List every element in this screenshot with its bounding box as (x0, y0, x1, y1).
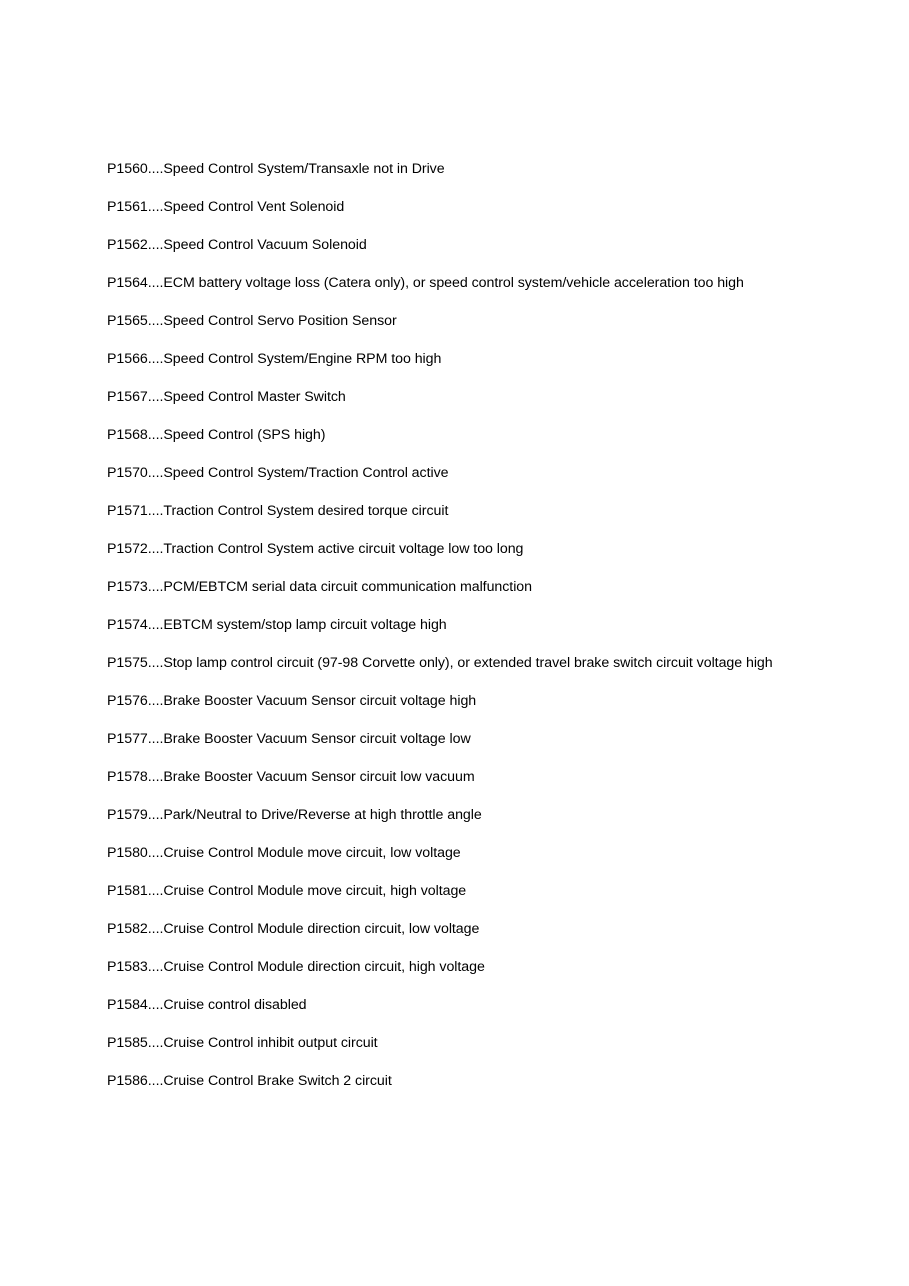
code-description: Speed Control Master Switch (163, 389, 346, 405)
code-label: P1562 (107, 237, 148, 253)
code-label: P1560 (107, 161, 148, 177)
code-separator: .... (147, 655, 164, 671)
list-item (107, 996, 797, 1014)
document-page (107, 160, 797, 1110)
code-separator: .... (147, 617, 164, 633)
code-description: Brake Booster Vacuum Sensor circuit voltage high (163, 693, 477, 709)
list-item (107, 578, 797, 596)
code-separator: .... (147, 275, 164, 291)
code-description: Cruise Control Module direction circuit, low voltage (163, 921, 480, 937)
code-label: P1565 (107, 313, 148, 329)
list-item (107, 236, 797, 254)
code-label: P1571 (107, 503, 148, 519)
code-separator: .... (147, 579, 164, 595)
code-description: EBTCM system/stop lamp circuit voltage high (163, 617, 447, 633)
code-description: Cruise Control Brake Switch 2 circuit (163, 1073, 392, 1089)
code-label: P1577 (107, 731, 148, 747)
code-description: Speed Control System/Engine RPM too high (163, 351, 442, 367)
code-separator: .... (147, 1073, 164, 1089)
list-item (107, 388, 797, 406)
code-separator: .... (147, 199, 164, 215)
code-separator: .... (147, 237, 164, 253)
list-item (107, 540, 797, 558)
code-separator: .... (147, 389, 164, 405)
list-item (107, 198, 797, 216)
code-description: Brake Booster Vacuum Sensor circuit voltage low (163, 731, 471, 747)
code-separator: .... (147, 731, 164, 747)
code-label: P1561 (107, 199, 148, 215)
list-item (107, 1072, 797, 1090)
code-description: Cruise Control inhibit output circuit (163, 1035, 378, 1051)
code-label: P1576 (107, 693, 148, 709)
code-description: Speed Control Servo Position Sensor (163, 313, 397, 329)
code-separator: .... (147, 313, 164, 329)
code-description: Traction Control System active circuit voltage low too long (163, 541, 524, 557)
code-label: P1586 (107, 1073, 148, 1089)
code-label: P1572 (107, 541, 148, 557)
list-item (107, 464, 797, 482)
code-label: P1582 (107, 921, 148, 937)
code-label: P1567 (107, 389, 148, 405)
list-item (107, 920, 797, 938)
code-description: Cruise Control Module move circuit, low voltage (163, 845, 461, 861)
code-separator: .... (147, 161, 164, 177)
code-separator: .... (147, 1035, 164, 1051)
code-label: P1564 (107, 275, 148, 291)
code-description: Cruise Control Module direction circuit, high voltage (163, 959, 485, 975)
code-description: Cruise control disabled (163, 997, 307, 1013)
code-separator: .... (147, 845, 164, 861)
list-item (107, 654, 797, 672)
code-separator: .... (147, 693, 164, 709)
list-item (107, 882, 797, 900)
code-label: P1570 (107, 465, 148, 481)
list-item (107, 844, 797, 862)
code-description: Speed Control System/Traction Control active (163, 465, 449, 481)
code-label: P1580 (107, 845, 148, 861)
list-item (107, 350, 797, 368)
code-description: ECM battery voltage loss (Catera only), or speed control system/vehicle acceleration too high (163, 275, 744, 291)
code-separator: .... (147, 921, 164, 937)
code-description: Park/Neutral to Drive/Reverse at high throttle angle (163, 807, 482, 823)
code-description: Brake Booster Vacuum Sensor circuit low vacuum (163, 769, 475, 785)
list-item (107, 730, 797, 748)
code-separator: .... (147, 503, 164, 519)
code-description: Speed Control Vent Solenoid (163, 199, 345, 215)
code-description: Stop lamp control circuit (97-98 Corvette only), or extended travel brake switch circuit voltage high (163, 655, 773, 671)
code-description: Traction Control System desired torque circuit (163, 503, 449, 519)
code-label: P1568 (107, 427, 148, 443)
code-separator: .... (147, 769, 164, 785)
list-item (107, 426, 797, 444)
code-description: Speed Control (SPS high) (163, 427, 326, 443)
code-separator: .... (147, 427, 164, 443)
code-label: P1579 (107, 807, 148, 823)
code-description: Speed Control System/Transaxle not in Drive (163, 161, 445, 177)
code-separator: .... (147, 959, 164, 975)
code-label: P1584 (107, 997, 148, 1013)
code-label: P1578 (107, 769, 148, 785)
code-separator: .... (147, 541, 164, 557)
code-label: P1573 (107, 579, 148, 595)
code-separator: .... (147, 807, 164, 823)
code-separator: .... (147, 883, 164, 899)
code-label: P1566 (107, 351, 148, 367)
code-separator: .... (147, 465, 164, 481)
list-item (107, 768, 797, 786)
code-label: P1585 (107, 1035, 148, 1051)
code-label: P1574 (107, 617, 148, 633)
code-label: P1581 (107, 883, 148, 899)
list-item (107, 806, 797, 824)
list-item (107, 312, 797, 330)
code-description: Cruise Control Module move circuit, high voltage (163, 883, 467, 899)
list-item (107, 274, 797, 292)
code-list (107, 160, 797, 1090)
code-description: Speed Control Vacuum Solenoid (163, 237, 367, 253)
code-description: PCM/EBTCM serial data circuit communication malfunction (163, 579, 532, 595)
list-item (107, 502, 797, 520)
code-label: P1583 (107, 959, 148, 975)
code-label: P1575 (107, 655, 148, 671)
list-item (107, 1034, 797, 1052)
list-item (107, 692, 797, 710)
list-item (107, 160, 797, 178)
code-separator: .... (147, 351, 164, 367)
code-separator: .... (147, 997, 164, 1013)
list-item (107, 616, 797, 634)
list-item (107, 958, 797, 976)
